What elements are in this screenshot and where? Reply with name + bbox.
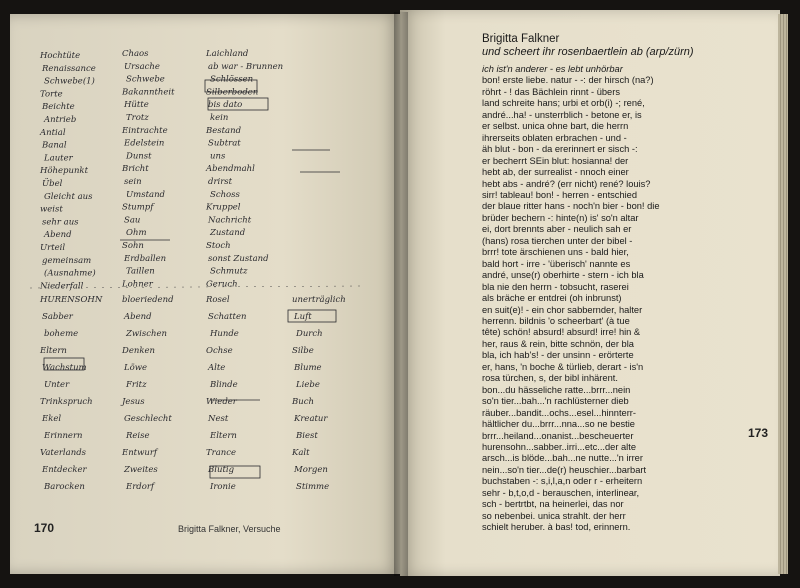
handwritten-word: Liebe xyxy=(296,380,320,390)
poem-line: en suit(e)! - ein chor sabbernder, halter xyxy=(482,304,643,315)
handwritten-word: Eltern xyxy=(210,431,237,441)
handwritten-word: Edelstein xyxy=(124,138,165,149)
handwritten-word: Abend xyxy=(44,230,72,241)
handwritten-word: drirst xyxy=(208,177,233,187)
handwritten-word: Abend xyxy=(124,312,152,322)
poem-line: hebt ab, der surrealist - nnoch einer xyxy=(482,167,629,178)
handwritten-word: Stumpf xyxy=(122,202,154,213)
poem-line: bla nie den herrn - tobsucht, raserei xyxy=(482,281,629,292)
handwritten-word: Umstand xyxy=(126,189,165,200)
handwritten-word: Buch xyxy=(292,397,314,407)
handwritten-word: Bestand xyxy=(206,125,242,136)
handwritten-word: Eltern xyxy=(40,346,67,356)
handwritten-word: Geschlecht xyxy=(124,414,172,424)
handwritten-word: Hunde xyxy=(210,329,239,339)
poem-line: rosa türchen, s, der bibl inhärent. xyxy=(482,373,618,384)
handwritten-word: Abendmahl xyxy=(206,164,255,175)
poem-line: brrr! tote ärschienen uns - bald hier, xyxy=(482,247,629,258)
handwritten-word: Ohm xyxy=(126,228,147,239)
handwritten-word: Vaterlands xyxy=(40,448,86,458)
handwritten-word: Sau xyxy=(124,215,141,226)
handwritten-word: Eintrachte xyxy=(122,125,168,136)
handwritten-word: Wachstum xyxy=(42,363,87,373)
poem-line: nein...so'n tier...de(r) heuschier...barbart xyxy=(482,464,647,475)
handwritten-word: Alte xyxy=(208,363,226,373)
poem-line: (hans) rosa tierchen unter der bibel - xyxy=(482,235,633,246)
handwritten-word: Trinkspruch xyxy=(40,397,93,407)
handwritten-word: Höhepunkt xyxy=(40,166,88,177)
handwritten-word: Lohner xyxy=(122,279,153,290)
poem-body xyxy=(482,64,722,534)
handwritten-word: Urteil xyxy=(40,243,66,253)
poem-line: räuber...bandit...ochs...esel...hinnterr- xyxy=(482,407,636,418)
handwritten-word: Nachricht xyxy=(208,215,252,226)
handwritten-word: Blume xyxy=(294,363,322,373)
poem-author: Brigitta Falkner xyxy=(482,33,560,45)
handwritten-word: unerträglich xyxy=(292,295,346,305)
poem-line: er selbst. unica ohne bart, die herrn xyxy=(482,121,629,132)
handwritten-word: Ochse xyxy=(206,346,233,356)
poem-line: sch - bertrtbt, na heinerlei, das nor xyxy=(482,499,624,510)
poem-line: brüder bechern -: hinte(n) is' so'n altar xyxy=(482,212,639,223)
handwritten-word: Löwe xyxy=(124,363,148,373)
handwritten-word: Zwischen xyxy=(126,329,168,339)
handwritten-word: sein xyxy=(124,177,142,187)
handwritten-word: Kruppel xyxy=(206,202,241,213)
handwritten-word: Sohn xyxy=(122,241,144,251)
poem-line: her, raus & rein, bitte schnön, der bla xyxy=(482,338,634,349)
handwritten-word: Antial xyxy=(40,127,66,138)
handwritten-word: Barocken xyxy=(44,482,85,492)
handwritten-word: bloeriedend xyxy=(122,295,174,305)
poem-line: so'n tier...bah...'n rachlüsterner dieb xyxy=(482,396,629,407)
handwritten-word: (Ausnahme) xyxy=(44,268,96,279)
handwritten-word: Geruch xyxy=(206,279,238,290)
handwritten-word: Zweites xyxy=(124,465,158,475)
poem-line: er becherrt SEin blut: hosianna! der xyxy=(482,155,629,166)
handwritten-word: Trotz xyxy=(126,113,149,123)
left-page-footer: Brigitta Falkner, Versuche xyxy=(178,524,281,534)
handwritten-word: sehr aus xyxy=(42,217,79,228)
poem-line: er, hans, 'n boche & türlieb, derart - is'n xyxy=(482,361,644,372)
poem-line: bon! erste liebe. natur - -: der hirsch (na?) xyxy=(482,75,654,86)
handwritten-word: kein xyxy=(210,113,229,123)
page-edges xyxy=(778,14,788,574)
handwritten-word: Wieder xyxy=(206,397,237,407)
poem-line: hurensohn...sabber..irri...etc...der alte xyxy=(482,441,636,452)
handwritten-word: Luft xyxy=(294,312,312,322)
handwritten-word: Schoss xyxy=(210,189,240,200)
handwritten-word: Ursache xyxy=(124,61,160,72)
handwritten-word: Rosel xyxy=(206,295,230,305)
poem-line: hebt abs - andré? (err nicht) rené? louis? xyxy=(482,178,651,189)
handwritten-word: Banal xyxy=(42,140,67,151)
handwritten-word: Kalt xyxy=(292,448,310,458)
handwritten-word: Antrieb xyxy=(44,115,77,125)
handwritten-word: Zustand xyxy=(210,228,246,239)
handwritten-word: weist xyxy=(40,204,63,215)
handwritten-word: Erinnern xyxy=(44,431,83,441)
poem-line: ihrerseits oblaten erbrachen - und - xyxy=(482,132,627,143)
handwritten-word: bis dato xyxy=(208,100,243,111)
handwritten-word: Übel xyxy=(42,179,63,189)
handwritten-word: Dunst xyxy=(126,151,152,162)
handwritten-word: Beichte xyxy=(42,102,75,113)
handwritten-word: Biest xyxy=(296,431,318,441)
poem-line: andré, unse(r) oberhirte - stern - ich bla xyxy=(482,270,644,281)
handwritten-word: HURENSOHN xyxy=(40,295,103,305)
handwritten-word: Taillen xyxy=(126,266,155,277)
handwritten-word: Nest xyxy=(208,414,229,424)
poem-line: der blaue ritter hans - noch'n bier - bon! die xyxy=(482,201,660,212)
poem-line: röhrt - ! das Bächlein rinnt - übers xyxy=(482,86,620,97)
handwritten-word: Renaissance xyxy=(42,63,96,74)
poem-line: andré...ha! - unsterrblich - betone er, is xyxy=(482,109,642,120)
handwritten-word: Hütte xyxy=(124,100,149,111)
handwritten-word: Entdecker xyxy=(42,465,87,475)
handwritten-word: Stimme xyxy=(296,482,330,492)
handwritten-word: Ironie xyxy=(210,482,236,492)
handwritten-word: Durch xyxy=(296,329,323,339)
handwritten-word: Subtrat xyxy=(208,138,241,149)
poem-line: sirr! tableau! bon! - herren - entschied xyxy=(482,189,638,200)
handwritten-word: Stoch xyxy=(206,241,231,251)
handwritten-word: Morgen xyxy=(294,465,328,475)
poem-line: land schreite hans; urbi et orb(i) -; rené, xyxy=(482,98,645,109)
handwritten-word: Torte xyxy=(40,89,63,100)
handwritten-word: Niederfall xyxy=(40,281,84,292)
handwritten-word: uns xyxy=(210,151,226,162)
handwritten-word: Silberboden xyxy=(206,87,259,98)
handwritten-word: Schwebe xyxy=(126,74,165,85)
poem-line: herrenn. bildnis 'o scheerbart' (à tue xyxy=(482,315,630,326)
left-page-number: 170 xyxy=(34,521,55,535)
handwritten-word: Laichland xyxy=(206,49,249,59)
handwritten-word: Bakanntheit xyxy=(122,87,175,98)
handwritten-word: boheme xyxy=(44,329,79,339)
handwritten-word: Bricht xyxy=(122,164,149,175)
poem-line: ich ist'n anderer - es lebt unhörbar xyxy=(482,64,623,74)
poem-line: arsch...is blöde...bah...ne nutte...'n irrer xyxy=(482,453,643,464)
poem-line: brrr...heiland...onanist...bescheuerter xyxy=(482,430,634,441)
poem-line: hältlicher du...brrr...nna...so ne bestie xyxy=(482,419,635,430)
handwritten-word: Gleicht aus xyxy=(44,191,93,202)
poem-line: tête) schön! absurd! absurd! irre! hin & xyxy=(482,327,641,338)
handwritten-word: Fritz xyxy=(126,380,147,390)
handwritten-word: Erdorf xyxy=(126,482,155,492)
handwritten-word: sonst Zustand xyxy=(208,253,269,264)
poem-line: ei, dort brennts aber - neulich sah er xyxy=(482,224,632,235)
handwritten-word: Ekel xyxy=(42,414,62,424)
poem-title: und scheert ihr rosenbaertlein ab (arp/zürn) xyxy=(482,46,694,58)
right-page-number: 173 xyxy=(748,426,769,440)
poem-line: äh blut - bon - da ererinnert er sisch -: xyxy=(482,144,638,155)
handwritten-word: Schlössen xyxy=(210,74,254,85)
handwritten-word: Erdballen xyxy=(124,253,167,264)
handwritten-word: Hochtüte xyxy=(40,51,81,61)
poem-line: so nebenbei. unica strahlt. der herr xyxy=(482,510,626,521)
handwritten-word: Trance xyxy=(206,448,237,458)
handwritten-word: Reise xyxy=(126,431,150,441)
handwritten-word: Sabber xyxy=(42,312,73,322)
handwritten-word: Blinde xyxy=(210,380,238,390)
handwritten-word: ab war - Brunnen xyxy=(208,61,284,72)
handwritten-word: Chaos xyxy=(122,49,149,59)
poem-line: sehr - b,t,o,d - berauschen, interlinear, xyxy=(482,487,640,498)
handwritten-word: Denken xyxy=(122,346,155,356)
handwritten-word: Lauter xyxy=(44,153,73,164)
handwritten-word: Entwurf xyxy=(122,448,158,458)
poem-line: bla, ich hab's! - der unsinn - erörterte xyxy=(482,350,634,361)
handwritten-word: Kreatur xyxy=(294,414,328,424)
handwritten-word: Schwebe(1) xyxy=(44,76,95,87)
handwritten-word: Schatten xyxy=(208,312,247,322)
handwritten-word: Silbe xyxy=(292,346,314,356)
handwritten-word: gemeinsam xyxy=(42,255,92,266)
handwritten-manuscript xyxy=(30,40,375,520)
poem-line: buchstaben -: s,i,l,a,n oder r - erheitern xyxy=(482,476,643,487)
handwritten-word: Blutig xyxy=(208,465,235,475)
handwritten-word: Jesus xyxy=(122,397,145,407)
handwritten-word: Unter xyxy=(44,380,70,390)
poem-line: schielt heruber. à bas! tod, erinnern. xyxy=(482,522,631,533)
poem-line: bon...du hässeliche ratte...brrr...nein xyxy=(482,384,631,395)
poem-line: bald hort - irre - 'überisch' nannte es xyxy=(482,258,631,269)
poem-line: als bräche er entdrei (oh inbrunst) xyxy=(482,293,622,304)
handwritten-word: Schmutz xyxy=(210,266,248,277)
book-gutter xyxy=(394,12,408,576)
